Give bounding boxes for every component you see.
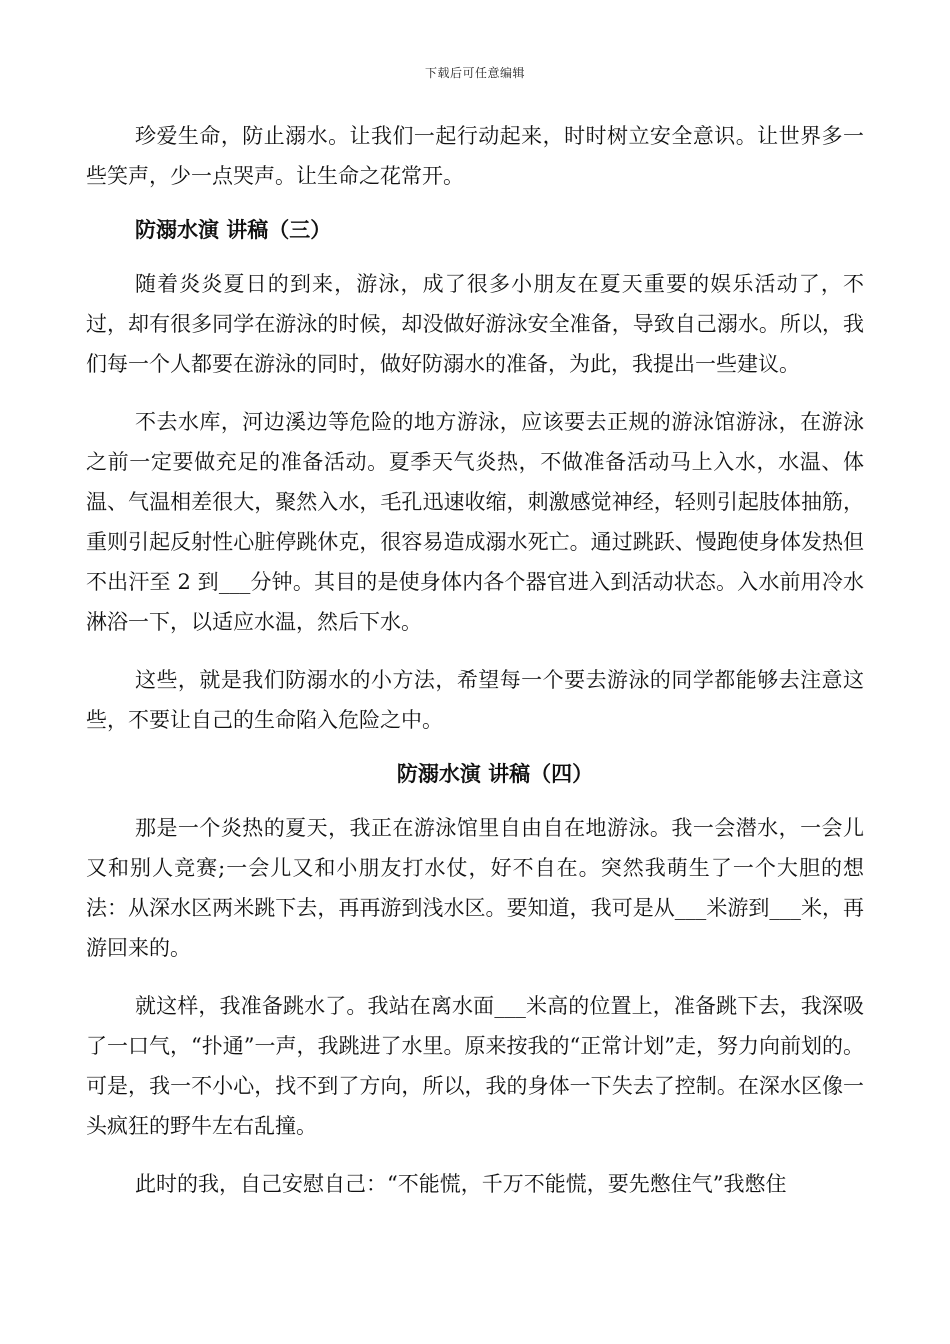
paragraph-closing-speech-2: 珍爱生命，防止溺水。让我们一起行动起来，时时树立安全意识。让世界多一些笑声，少一点哭声。让生命之花常开。	[86, 124, 864, 188]
speech-4-heading: 防溺水演 讲稿（四）	[396, 761, 594, 786]
document-body	[86, 116, 864, 1204]
paragraph-speech-3-intro: 随着炎炎夏日的到来，游泳，成了很多小朋友在夏天重要的娱乐活动了，不过，却有很多同学在游泳的时候，却没做好游泳安全准备，导致自己溺水。所以，我们每一个人都要在游泳的同时，做好防溺水的准备，为此，我提出一些建议。	[86, 272, 864, 376]
paragraph-speech-4-jump: 就这样，我准备跳水了。我站在离水面___米高的位置上，准备跳下去，我深吸了一口气，“扑通”一声，我跳进了水里。原来按我的“正常计划”走，努力向前划的。可是，我一不小心，找不到了方向，所以，我的身体一下失去了控制。在深水区像一头疯狂的野牛左右乱撞。	[86, 994, 864, 1138]
speech-3-heading: 防溺水演 讲稿（三）	[135, 217, 332, 242]
paragraph-speech-4-calm: 此时的我，自己安慰自己：“不能慌，千万不能慌，要先憋住气”我憋住	[135, 1172, 787, 1196]
paragraph-speech-3-advice: 不去水库，河边溪边等危险的地方游泳，应该要去正规的游泳馆游泳，在游泳之前一定要做充足的准备活动。夏季天气炎热，不做准备活动马上入水，水温、体温、气温相差很大，聚然入水，毛孔迅速收缩，刺激感觉神经，轻则引起肢体抽筋，重则引起反射性心脏停跳休克，很容易造成溺水死亡。通过跳跃、慢跑使身体发热但不出汗至 2 到___分钟。其目的是使身体内各个器官进入到活动状态。入水前用冷水淋浴一下，以适应水温，然后下水。	[86, 410, 864, 634]
paragraph-speech-4-story: 那是一个炎热的夏天，我正在游泳馆里自由自在地游泳。我一会潜水，一会儿又和别人竞赛;一会儿又和小朋友打水仗，好不自在。突然我萌生了一个大胆的想法：从深水区两米跳下去，再再游到浅水区。要知道，我可是从___米游到___米，再游回来的。	[86, 816, 864, 960]
header-note: 下载后可任意编辑	[424, 66, 525, 80]
paragraph-speech-3-closing: 这些，就是我们防溺水的小方法，希望每一个要去游泳的同学都能够去注意这些，不要让自己的生命陷入危险之中。	[86, 668, 864, 732]
